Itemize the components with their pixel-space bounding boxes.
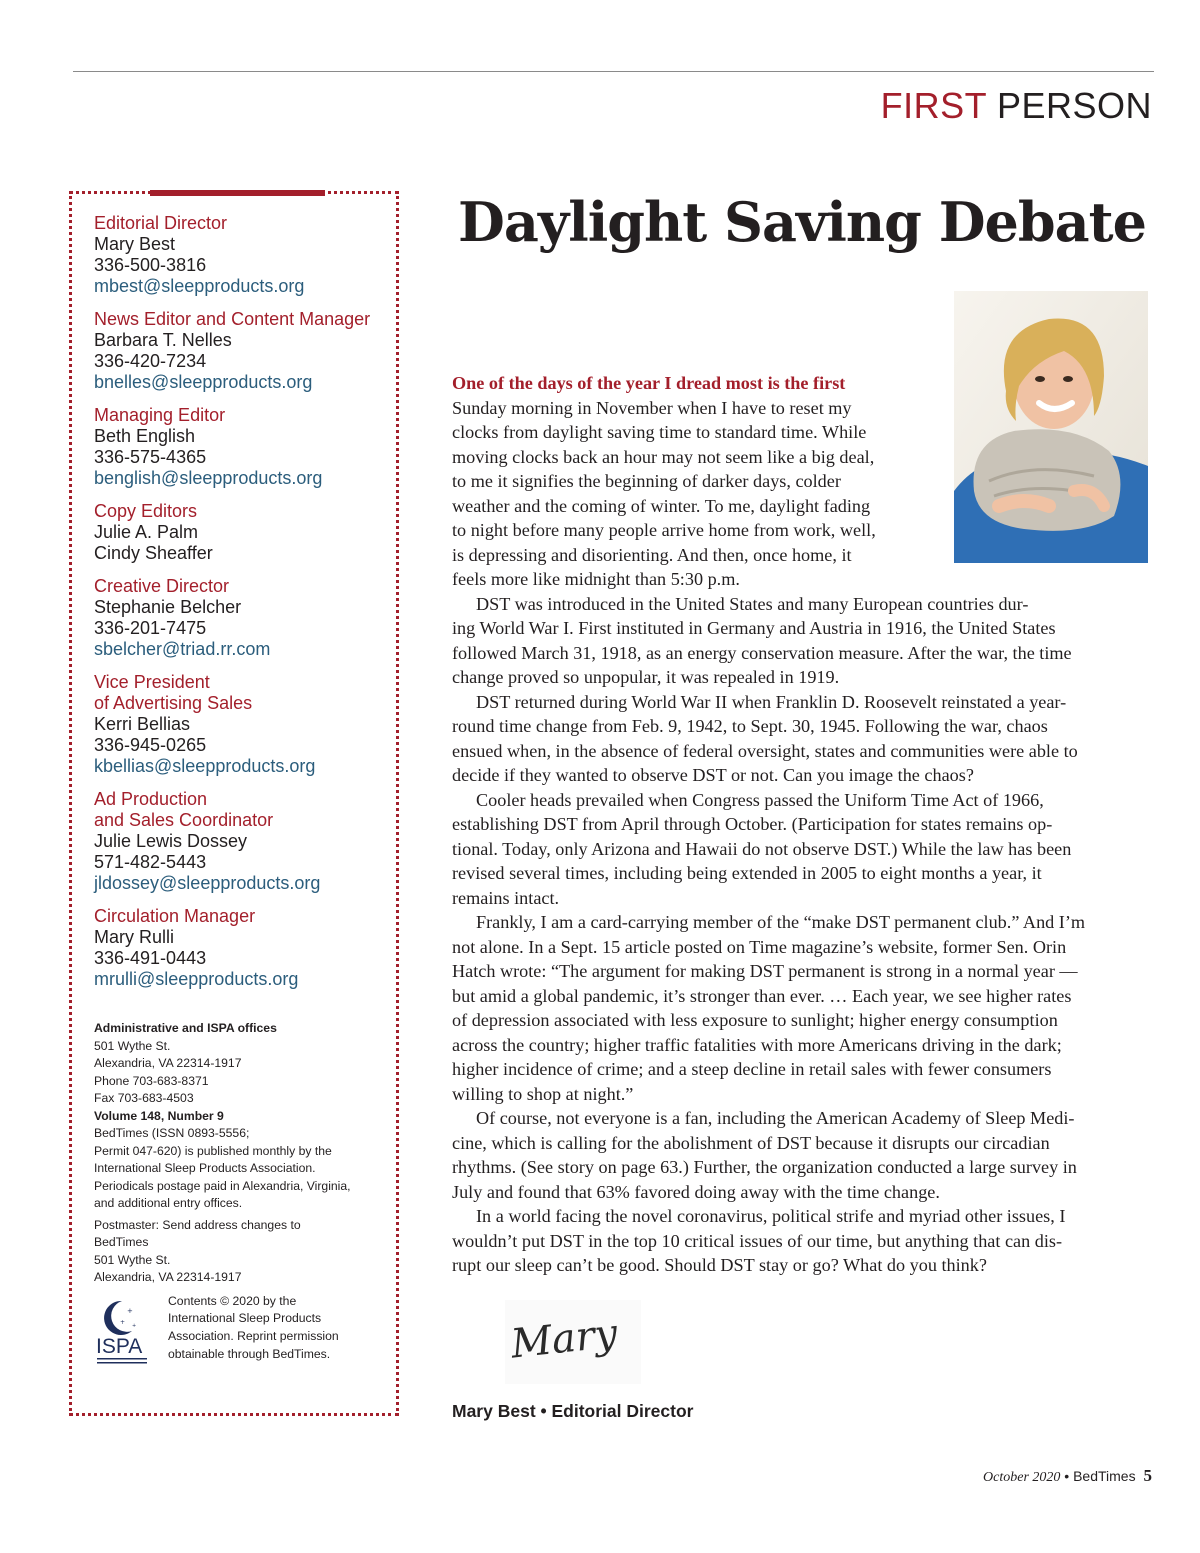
folio-page-number: 5 — [1143, 1466, 1152, 1485]
staff-entry — [94, 576, 384, 660]
article-line: Hatch wrote: “The argument for making DST permanent is strong in a normal year — — [452, 961, 1078, 981]
article-line: Of course, not everyone is a fan, including the American Academy of Sleep Medi- — [476, 1108, 1075, 1128]
folio-publication: BedTimes — [1073, 1468, 1136, 1484]
staff-email: benglish@sleepproducts.org — [94, 468, 323, 488]
staff-detail: Kerri Bellias — [94, 714, 191, 734]
article-line: rhythms. (See story on page 63.) Further, the organization conducted a large survey in — [452, 1157, 1077, 1177]
copyright-notice — [168, 1293, 378, 1364]
article-line: to night before many people arrive home from work, well, — [452, 520, 876, 540]
article-line: moving clocks back an hour may not seem like a big deal, — [452, 446, 875, 467]
article-line: is depressing and disorienting. And then, once home, it — [452, 544, 852, 565]
staff-entry — [94, 789, 384, 894]
postmaster-line: BedTimes — [94, 1235, 149, 1249]
folio-separator: • — [1064, 1468, 1070, 1484]
staff-detail: Beth English — [94, 426, 196, 446]
article-line: but amid a global pandemic, it’s stronger than ever. … Each year, we see higher rates — [452, 985, 1072, 1006]
staff-role: Vice President — [94, 672, 210, 692]
staff-detail: Stephanie Belcher — [94, 597, 242, 617]
staff-email: mrulli@sleepproducts.org — [94, 969, 299, 989]
staff-role: Circulation Manager — [94, 906, 256, 926]
office-address — [94, 1038, 384, 1108]
ispa-logo — [96, 1297, 156, 1367]
staff-email: mbest@sleepproducts.org — [94, 276, 305, 296]
lead-in-line: One of the days of the year I dread most is the first — [452, 373, 846, 393]
article-line: feels more like midnight than 5:30 p.m. — [452, 569, 740, 589]
svg-text:+: + — [120, 1318, 126, 1326]
staff-detail: 571-482-5443 — [94, 852, 207, 872]
article-line: weather and the coming of winter. To me, daylight fading — [452, 495, 871, 516]
signature-text: Mary — [508, 1310, 620, 1368]
copyright-line: Contents © 2020 by the — [168, 1293, 297, 1308]
copyright-line: International Sleep Products — [168, 1311, 322, 1326]
article-line: across the country; higher traffic fatalities with more Americans driving in the dark; — [452, 1034, 1062, 1055]
article-line: revised several times, including being extended in 2005 to eight months a year, it — [452, 863, 1042, 883]
article-line: DST returned during World War II when Franklin D. Roosevelt reinstated a year- — [476, 691, 1067, 712]
staff-detail: Mary Rulli — [94, 927, 175, 947]
staff-detail: Barbara T. Nelles — [94, 330, 232, 350]
volume-line: Volume 148, Number 9 — [94, 1108, 224, 1123]
article-line: clocks from daylight saving time to standard time. While — [452, 422, 867, 442]
svg-text:+: + — [132, 1322, 137, 1329]
staff-role: Editorial Director — [94, 213, 228, 233]
staff-role: of Advertising Sales — [94, 693, 253, 713]
article-line: ensued when, in the absence of federal oversight, states and communities were able to — [452, 740, 1078, 761]
top-rule — [73, 71, 1154, 72]
offices-heading: Administrative and ISPA offices — [94, 1021, 277, 1035]
article-line: In a world facing the novel coronavirus, political strife and myriad other issues, I — [476, 1206, 1066, 1226]
postmaster-notice — [94, 1217, 384, 1287]
address-line: Phone 703-683-8371 — [94, 1073, 209, 1088]
staff-entry — [94, 405, 384, 489]
staff-detail: 336-420-7234 — [94, 351, 207, 371]
article-line: Cooler heads prevailed when Congress passed the Uniform Time Act of 1966, — [476, 789, 1044, 810]
masthead-accent-bar — [150, 190, 325, 196]
masthead-content — [94, 213, 384, 1373]
staff-entry — [94, 213, 384, 297]
staff-entry — [94, 309, 384, 393]
staff-detail: Julie Lewis Dossey — [94, 831, 248, 851]
signoff: Mary Best • Editorial Director — [452, 1401, 694, 1421]
publication-notice — [94, 1125, 384, 1213]
section-word-person: PERSON — [996, 85, 1152, 126]
section-word-first: FIRST — [880, 85, 987, 126]
staff-role: Managing Editor — [94, 405, 226, 425]
staff-detail: 336-500-3816 — [94, 255, 207, 275]
staff-entry — [94, 672, 384, 777]
staff-detail: Julie A. Palm — [94, 522, 199, 542]
folio-date: October 2020 — [983, 1470, 1061, 1485]
postmaster-line: Postmaster: Send address changes to — [94, 1217, 301, 1232]
article-line: tional. Today, only Arizona and Hawaii do not observe DST.) While the law has been — [452, 838, 1072, 859]
article-line: wouldn’t put DST in the top 10 critical issues of our time, but anything that can dis- — [452, 1230, 1063, 1251]
staff-role: News Editor and Content Manager — [94, 309, 371, 329]
article-line: rupt our sleep can’t be good. Should DST stay or go? What do you think? — [452, 1255, 987, 1275]
publication-line: BedTimes (ISSN 0893-5556; — [94, 1126, 250, 1140]
article-line: establishing DST from April through October. (Participation for states remains op- — [452, 814, 1053, 834]
article-line: to me it signifies the beginning of darker days, colder — [452, 471, 841, 491]
staff-role: and Sales Coordinator — [94, 810, 274, 830]
publication-line: International Sleep Products Association. — [94, 1161, 316, 1175]
staff-detail: Cindy Sheaffer — [94, 543, 213, 563]
ispa-row — [94, 1293, 384, 1373]
staff-detail: Mary Best — [94, 234, 176, 254]
staff-entry — [94, 501, 384, 564]
staff-detail: 336-201-7475 — [94, 618, 207, 638]
staff-detail: 336-575-4365 — [94, 447, 207, 467]
address-line: Alexandria, VA 22314-1917 — [94, 1056, 242, 1070]
ispa-logo-text: ISPA — [96, 1334, 143, 1358]
article-line: Frankly, I am a card-carrying member of the “make DST permanent club.” And I’m — [476, 912, 1086, 932]
article-line: higher incidence of crime; and a steep decline in retail sales with fewer consumers — [452, 1059, 1052, 1079]
article-line: followed March 31, 1918, as an energy conservation measure. After the war, the time — [452, 642, 1072, 663]
postmaster-line: Alexandria, VA 22314-1917 — [94, 1270, 242, 1284]
publication-line: Periodicals postage paid in Alexandria, Virginia, — [94, 1178, 351, 1193]
article-line: cine, which is calling for the abolishment of DST because it disrupts our circadian — [452, 1132, 1050, 1153]
article-line: not alone. In a Sept. 15 article posted on Time magazine’s website, former Sen. Orin — [452, 936, 1067, 957]
staff-email: bnelles@sleepproducts.org — [94, 372, 313, 392]
headline: Daylight Saving Debate — [458, 190, 1146, 254]
article-line: willing to shop at night.” — [452, 1083, 634, 1104]
copyright-line: obtainable through BedTimes. — [168, 1346, 331, 1361]
publication-line: and additional entry offices. — [94, 1196, 243, 1210]
staff-role: Ad Production — [94, 789, 208, 809]
staff-entry — [94, 906, 384, 990]
staff-role: Creative Director — [94, 576, 230, 596]
article-line: round time change from Feb. 9, 1942, to Sept. 30, 1945. Following the war, chaos — [452, 716, 1048, 736]
masthead-box — [69, 191, 399, 1416]
article-line: of depression associated with less exposure to sunlight; higher energy consumption — [452, 1010, 1058, 1030]
staff-detail: 336-945-0265 — [94, 735, 207, 755]
section-head — [881, 86, 1152, 126]
staff-role: Copy Editors — [94, 501, 198, 521]
article-line: remains intact. — [452, 887, 560, 908]
article-line: Sunday morning in November when I have to reset my — [452, 397, 852, 418]
article-line: July and found that 63% favored doing away with the time change. — [452, 1181, 940, 1202]
article-line: decide if they wanted to observe DST or not. Can you image the chaos? — [452, 765, 974, 785]
staff-detail: 336-491-0443 — [94, 948, 207, 968]
staff-email: jldossey@sleepproducts.org — [94, 873, 321, 893]
staff-list — [94, 213, 384, 990]
copyright-line: Association. Reprint permission — [168, 1329, 339, 1344]
article-line: change proved so unpopular, it was repealed in 1919. — [452, 667, 840, 687]
address-line: 501 Wythe St. — [94, 1038, 171, 1053]
page-folio — [983, 1466, 1152, 1486]
publication-line: Permit 047-620) is published monthly by the — [94, 1143, 332, 1158]
office-info — [94, 1020, 384, 1373]
postmaster-line: 501 Wythe St. — [94, 1252, 171, 1267]
staff-email: sbelcher@triad.rr.com — [94, 639, 271, 659]
staff-email: kbellias@sleepproducts.org — [94, 756, 316, 776]
signature — [505, 1300, 641, 1384]
article-line: DST was introduced in the United States and many European countries dur- — [476, 593, 1029, 614]
svg-text:+: + — [127, 1306, 133, 1315]
article-line: ing World War I. First instituted in Germany and Austria in 1916, the United States — [452, 618, 1056, 638]
article-body — [452, 371, 1085, 1278]
address-line: Fax 703-683-4503 — [94, 1091, 194, 1105]
